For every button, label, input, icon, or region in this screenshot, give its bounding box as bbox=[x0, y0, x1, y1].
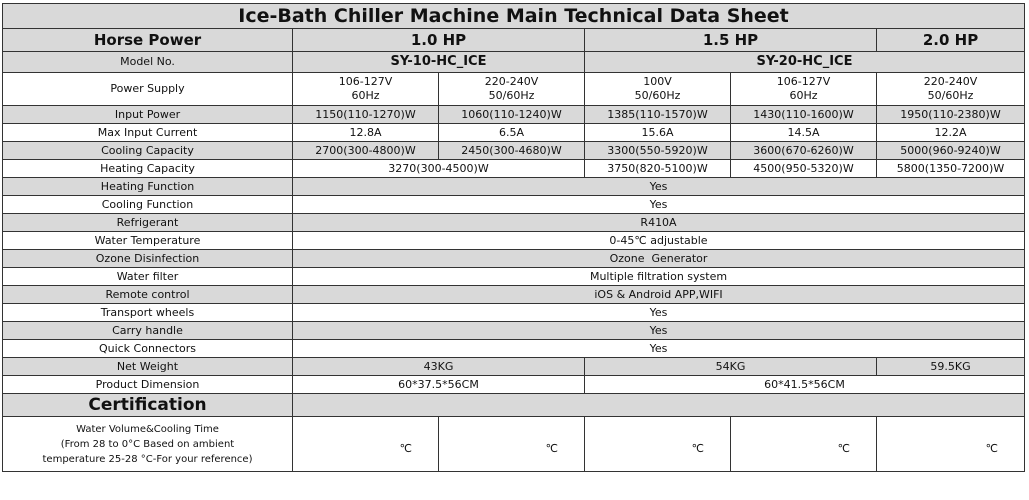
celsius-unit: ℃ bbox=[585, 417, 731, 472]
refrigerant-label: Refrigerant bbox=[3, 214, 293, 232]
power-voltage: 100V bbox=[643, 75, 672, 88]
net-weight-value: 59.5KG bbox=[877, 358, 1025, 376]
remote-control-label: Remote control bbox=[3, 286, 293, 304]
celsius-unit: ℃ bbox=[439, 417, 585, 472]
cooling-capacity-label: Cooling Capacity bbox=[3, 142, 293, 160]
net-weight-value: 43KG bbox=[293, 358, 585, 376]
max-current-value: 6.5A bbox=[439, 124, 585, 142]
sheet-title: Ice-Bath Chiller Machine Main Technical Data Sheet bbox=[3, 4, 1025, 29]
max-current-value: 15.6A bbox=[585, 124, 731, 142]
water-volume-label-line: Water Volume&Cooling Time bbox=[76, 423, 219, 435]
heating-capacity-value: 3750(820-5100)W bbox=[585, 160, 731, 178]
heating-function-label: Heating Function bbox=[3, 178, 293, 196]
heating-function-value: Yes bbox=[293, 178, 1025, 196]
carry-handle-label: Carry handle bbox=[3, 322, 293, 340]
power-voltage: 106-127V bbox=[338, 75, 393, 88]
model-label: Model No. bbox=[3, 52, 293, 73]
remote-control-value: iOS & Android APP,WIFI bbox=[293, 286, 1025, 304]
hp-1-5: 1.5 HP bbox=[585, 29, 877, 52]
max-input-current-label: Max Input Current bbox=[3, 124, 293, 142]
spec-table bbox=[2, 3, 1025, 472]
input-power-value: 1950(110-2380)W bbox=[877, 106, 1025, 124]
water-volume-label bbox=[3, 417, 293, 472]
power-voltage: 220-240V bbox=[923, 75, 978, 88]
horse-power-label: Horse Power bbox=[3, 29, 293, 52]
certification-label: Certification bbox=[3, 394, 293, 417]
product-dimension-value: 60*37.5*56CM bbox=[293, 376, 585, 394]
cooling-capacity-value: 3600(670-6260)W bbox=[731, 142, 877, 160]
product-dimension-label: Product Dimension bbox=[3, 376, 293, 394]
celsius-unit: ℃ bbox=[293, 417, 439, 472]
water-volume-label-line: temperature 25-28 °C-For your reference) bbox=[42, 453, 253, 465]
power-voltage: 220-240V bbox=[484, 75, 539, 88]
heating-capacity-value: 3270(300-4500)W bbox=[293, 160, 585, 178]
input-power-value: 1385(110-1570)W bbox=[585, 106, 731, 124]
max-current-value: 12.8A bbox=[293, 124, 439, 142]
ozone-disinfection-value: Ozone Generator bbox=[293, 250, 1025, 268]
product-dimension-value: 60*41.5*56CM bbox=[585, 376, 1025, 394]
input-power-value: 1150(110-1270)W bbox=[293, 106, 439, 124]
celsius-unit: ℃ bbox=[877, 417, 1025, 472]
heating-capacity-value: 4500(950-5320)W bbox=[731, 160, 877, 178]
refrigerant-value: R410A bbox=[293, 214, 1025, 232]
tech-data-sheet bbox=[2, 3, 1025, 472]
power-supply-cell bbox=[293, 73, 439, 106]
water-filter-label: Water filter bbox=[3, 268, 293, 286]
input-power-label: Input Power bbox=[3, 106, 293, 124]
hp-2-0: 2.0 HP bbox=[877, 29, 1025, 52]
net-weight-value: 54KG bbox=[585, 358, 877, 376]
model-sy-20: SY-20-HC_ICE bbox=[585, 52, 1025, 73]
cooling-capacity-value: 2700(300-4800)W bbox=[293, 142, 439, 160]
net-weight-label: Net Weight bbox=[3, 358, 293, 376]
power-frequency: 60Hz bbox=[789, 89, 818, 102]
power-supply-label: Power Supply bbox=[3, 73, 293, 106]
cooling-capacity-value: 5000(960-9240)W bbox=[877, 142, 1025, 160]
cooling-capacity-value: 2450(300-4680)W bbox=[439, 142, 585, 160]
cooling-function-label: Cooling Function bbox=[3, 196, 293, 214]
water-temperature-value: 0-45℃ adjustable bbox=[293, 232, 1025, 250]
transport-wheels-value: Yes bbox=[293, 304, 1025, 322]
cooling-capacity-value: 3300(550-5920)W bbox=[585, 142, 731, 160]
power-frequency: 60Hz bbox=[351, 89, 380, 102]
model-sy-10: SY-10-HC_ICE bbox=[293, 52, 585, 73]
power-frequency: 50/60Hz bbox=[927, 89, 974, 102]
water-volume-label-line: (From 28 to 0°C Based on ambient bbox=[60, 438, 235, 450]
power-supply-cell bbox=[585, 73, 731, 106]
celsius-unit: ℃ bbox=[731, 417, 877, 472]
power-voltage: 106-127V bbox=[776, 75, 831, 88]
quick-connectors-value: Yes bbox=[293, 340, 1025, 358]
cooling-function-value: Yes bbox=[293, 196, 1025, 214]
carry-handle-value: Yes bbox=[293, 322, 1025, 340]
max-current-value: 12.2A bbox=[877, 124, 1025, 142]
heating-capacity-label: Heating Capacity bbox=[3, 160, 293, 178]
heating-capacity-value: 5800(1350-7200)W bbox=[877, 160, 1025, 178]
max-current-value: 14.5A bbox=[731, 124, 877, 142]
water-temperature-label: Water Temperature bbox=[3, 232, 293, 250]
hp-1-0: 1.0 HP bbox=[293, 29, 585, 52]
power-supply-cell bbox=[731, 73, 877, 106]
input-power-value: 1060(110-1240)W bbox=[439, 106, 585, 124]
power-frequency: 50/60Hz bbox=[634, 89, 681, 102]
input-power-value: 1430(110-1600)W bbox=[731, 106, 877, 124]
water-filter-value: Multiple filtration system bbox=[293, 268, 1025, 286]
ozone-disinfection-label: Ozone Disinfection bbox=[3, 250, 293, 268]
power-supply-cell bbox=[877, 73, 1025, 106]
power-supply-cell bbox=[439, 73, 585, 106]
power-frequency: 50/60Hz bbox=[488, 89, 535, 102]
quick-connectors-label: Quick Connectors bbox=[3, 340, 293, 358]
transport-wheels-label: Transport wheels bbox=[3, 304, 293, 322]
certification-value bbox=[293, 394, 1025, 417]
